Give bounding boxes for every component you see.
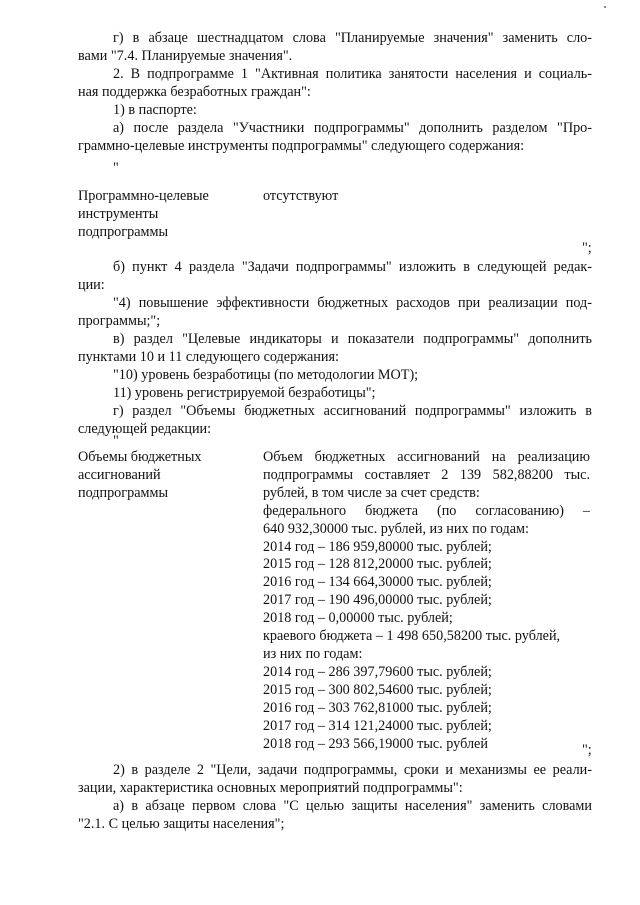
table2-right-line: подпрограммы составляет 2 139 582,88200 тыс. bbox=[263, 466, 590, 483]
paragraph-2r-line2: зации, характеристика основных мероприятий подпрограммы": bbox=[78, 780, 463, 796]
paragraph-4-line2: программы;"; bbox=[78, 313, 161, 329]
paragraph-g-line1: г) раздел "Объемы бюджетных ассигнований подпрограммы" изложить в bbox=[113, 403, 592, 419]
opening-quote-1: " bbox=[113, 160, 119, 176]
table2-right-line: Объем бюджетных ассигнований на реализацию bbox=[263, 449, 590, 465]
paragraph-v-line1: в) раздел "Целевые индикаторы и показатели подпрограммы" дополнить bbox=[113, 331, 592, 347]
paragraph-a-line1: а) после раздела "Участники подпрограммы" дополнить разделом "Про- bbox=[113, 120, 592, 136]
paragraph-v-line2: пунктами 10 и 11 следующего содержания: bbox=[78, 349, 339, 365]
paragraph-11: 11) уровень регистрируемой безработицы"; bbox=[113, 385, 376, 401]
table1-right-cell: отсутствуют bbox=[263, 188, 339, 204]
paragraph-a-line2: граммно-целевые инструменты подпрограммы" следующего содержания: bbox=[78, 138, 525, 154]
table2-right-line: 2017 год – 314 121,24000 тыс. рублей; bbox=[263, 717, 492, 734]
paragraph-4-line1: "4) повышение эффективности бюджетных расходов при реализации под- bbox=[113, 295, 592, 311]
table2-right-line: 2014 год – 286 397,79600 тыс. рублей; bbox=[263, 663, 492, 680]
paragraph-g-line2: следующей редакции: bbox=[78, 421, 212, 437]
paragraph-b-line1: б) пункт 4 раздела "Задачи подпрограммы" изложить в следующей редак- bbox=[113, 259, 592, 275]
paragraph-2-line1: 2. В подпрограмме 1 "Активная политика занятости населения и социаль- bbox=[113, 66, 592, 82]
table2-right-line: 2016 год – 303 762,81000 тыс. рублей; bbox=[263, 699, 492, 716]
paragraph-10: "10) уровень безработицы (по методологии МОТ); bbox=[113, 367, 419, 383]
table2-right-line: краевого бюджета – 1 498 650,58200 тыс. рублей, bbox=[263, 628, 561, 645]
table2-right-line: 2014 год – 186 959,80000 тыс. рублей; bbox=[263, 538, 492, 555]
opening-quote-2: " bbox=[113, 433, 119, 449]
closing-quote-1: "; bbox=[582, 240, 592, 256]
paragraph-1-passport: 1) в паспорте: bbox=[113, 102, 197, 118]
paragraph-g16-line2: вами "7.4. Планируемые значения". bbox=[78, 48, 293, 64]
closing-quote-2: "; bbox=[582, 742, 592, 758]
table2-right-line: 2018 год – 0,00000 тыс. рублей; bbox=[263, 610, 453, 627]
table2-right-line: федерального бюджета (по согласованию) – bbox=[263, 502, 590, 519]
table2-right-line: 2018 год – 293 566,19000 тыс. рублей bbox=[263, 735, 488, 752]
table2-right-line: 2017 год – 190 496,00000 тыс. рублей; bbox=[263, 592, 492, 609]
table2-right-line: 2015 год – 300 802,54600 тыс. рублей; bbox=[263, 681, 492, 698]
table2-left-line: подпрограммы bbox=[78, 484, 168, 501]
table1-left-line: подпрограммы bbox=[78, 223, 168, 240]
scan-speck bbox=[604, 6, 606, 8]
table1-left-line: Программно-целевые bbox=[78, 188, 209, 204]
paragraph-ar-line1: а) в абзаце первом слова "С целью защиты населения" заменить словами bbox=[113, 798, 592, 814]
table2-right-line: 2015 год – 128 812,20000 тыс. рублей; bbox=[263, 556, 492, 573]
paragraph-b-line2: ции: bbox=[78, 277, 105, 293]
table1-left-cell bbox=[78, 188, 238, 242]
table2-right-cell bbox=[263, 449, 590, 753]
table1-left-line: инструменты bbox=[78, 205, 159, 222]
table2-right-line: 640 932,30000 тыс. рублей, из них по годам: bbox=[263, 520, 529, 537]
paragraph-2-line2: ная поддержка безработных граждан": bbox=[78, 84, 311, 100]
table2-left-line: Объемы бюджетных bbox=[78, 449, 202, 465]
table2-left-line: ассигнований bbox=[78, 466, 161, 483]
paragraph-2r-line1: 2) в разделе 2 "Цели, задачи подпрограммы, сроки и механизмы ее реали- bbox=[113, 762, 592, 778]
table2-right-line: рублей, в том числе за счет средств: bbox=[263, 484, 480, 501]
paragraph-ar-line2: "2.1. С целью защиты населения"; bbox=[78, 816, 285, 832]
paragraph-g16-line1: г) в абзаце шестнадцатом слова "Планируемые значения" заменить сло- bbox=[113, 30, 592, 46]
table2-right-line: 2016 год – 134 664,30000 тыс. рублей; bbox=[263, 574, 492, 591]
table2-right-line: из них по годам: bbox=[263, 645, 363, 662]
table2-left-cell bbox=[78, 449, 238, 503]
